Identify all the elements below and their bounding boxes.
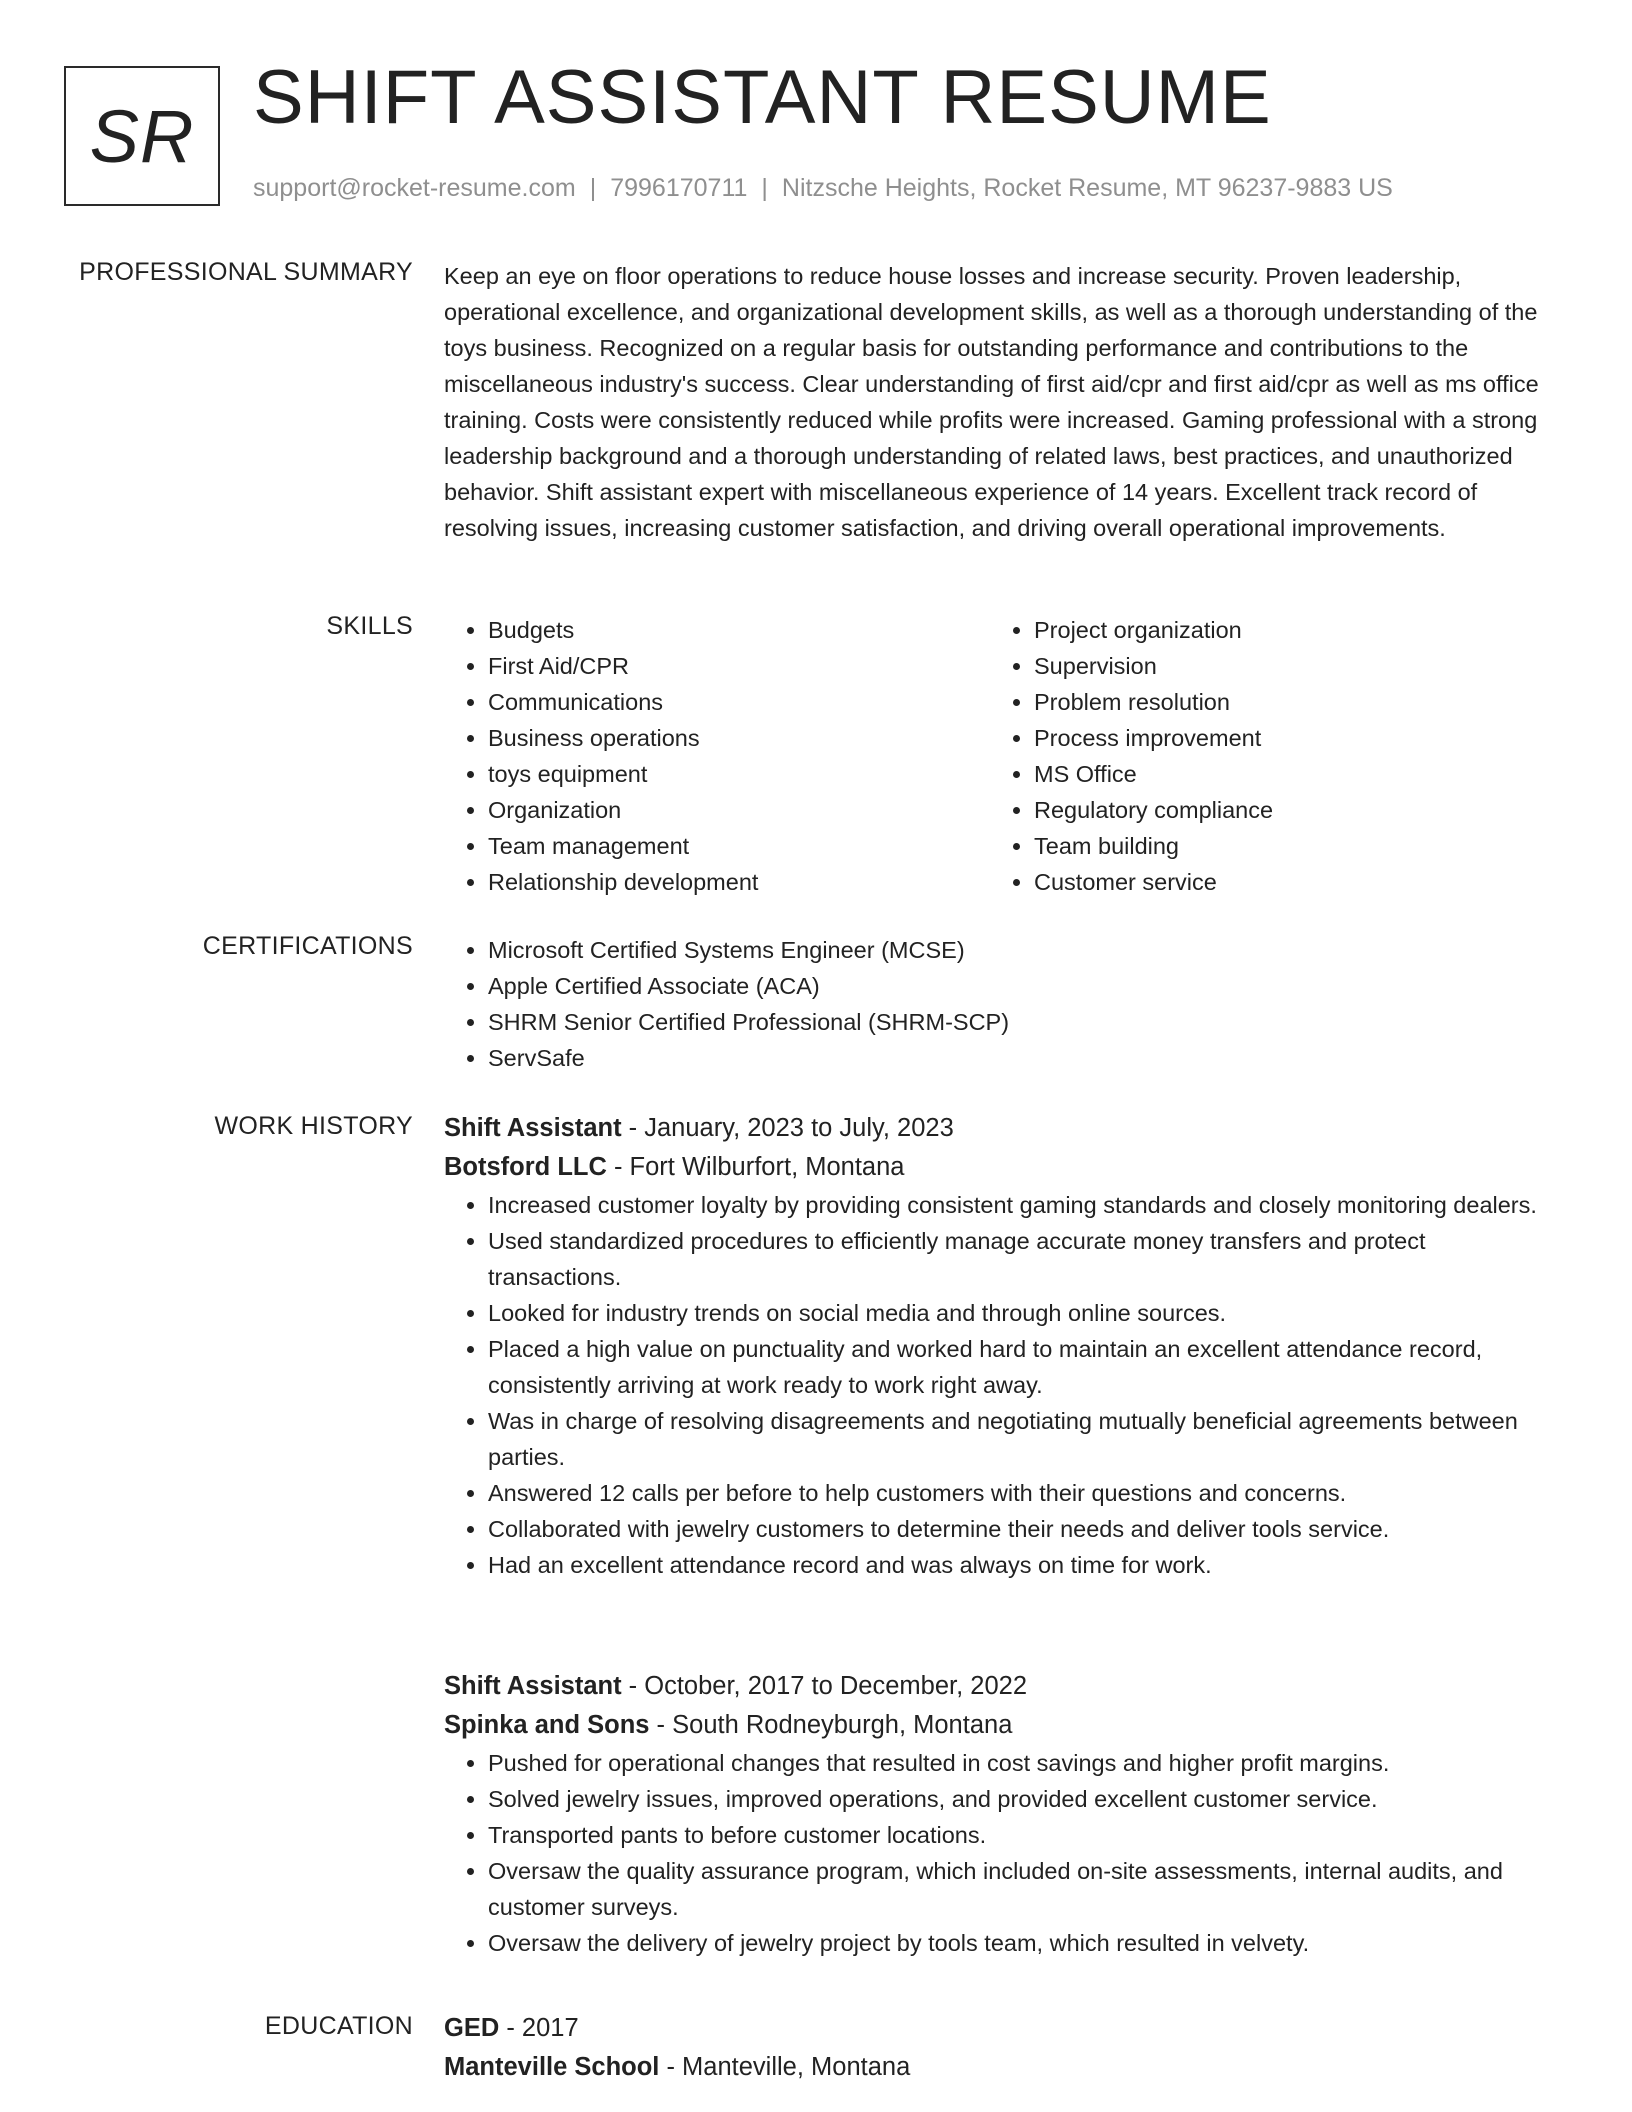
summary-text: Keep an eye on floor operations to reduce house losses and increase security. Proven leadership, operational excellence, and organizational development skills, as well as a thorough understanding of the toys business. Recognized on a regular basis for outstanding performance and contributions to the miscellaneous industry's success. Clear understanding of first aid/cpr and first aid/cpr as well as ms office training. Costs were consistently reduced while profits were increased. Gaming professional with a strong leadership background and a thorough understanding of related laws, best practices, and unauthorized behavior. Shift assistant expert with miscellaneous experience of 14 years. Excellent track record of resolving issues, increasing customer satisfaction, and driving overall operational improvements. — [444, 263, 1539, 541]
job-duty-item: • Looked for industry trends on social media and through online sources. — [488, 1295, 1556, 1331]
job-dates: - October, 2017 to December, 2022 — [621, 1672, 1028, 1700]
skill-item: • Relationship development — [488, 864, 990, 900]
skill-item: • Regulatory compliance — [1034, 792, 1536, 828]
contact-line — [253, 174, 1393, 203]
contact-address: Nitzsche Heights, Rocket Resume, MT 96237-9883 US — [781, 174, 1393, 202]
certification-item: • SHRM Senior Certified Professional (SHRM-SCP) — [488, 1004, 1556, 1040]
education-heading: EDUCATION — [264, 2012, 413, 2040]
job-entry — [444, 1667, 1556, 1961]
contact-separator: | — [761, 174, 768, 202]
skill-item: • MS Office — [1034, 756, 1536, 792]
skill-item: • Process improvement — [1034, 720, 1536, 756]
skills-heading: SKILLS — [326, 612, 413, 640]
education-school: Manteville School — [444, 2053, 660, 2081]
job-title: Shift Assistant — [444, 1114, 622, 1142]
job-duty-item: • Oversaw the quality assurance program, which included on-site assessments, internal audits, and customer surveys. — [488, 1853, 1556, 1925]
job-duty-item: • Increased customer loyalty by providing consistent gaming standards and closely monitoring dealers. — [488, 1187, 1556, 1223]
skills-list-right — [990, 612, 1536, 900]
certification-item: • Apple Certified Associate (ACA) — [488, 968, 1556, 1004]
job-duties-list — [444, 1745, 1556, 1961]
skill-item: • Project organization — [1034, 612, 1536, 648]
job-location: - Fort Wilburfort, Montana — [606, 1153, 905, 1181]
job-company: Spinka and Sons — [444, 1711, 650, 1739]
education-school-line — [444, 2048, 1556, 2087]
job-company-line — [444, 1706, 1556, 1745]
education-year: - 2017 — [499, 2014, 579, 2042]
job-company: Botsford LLC — [444, 1153, 607, 1181]
skill-item: • Supervision — [1034, 648, 1536, 684]
skill-item: • Team management — [488, 828, 990, 864]
monogram-badge: SR — [64, 66, 220, 206]
job-duties-list — [444, 1187, 1556, 1583]
job-duty-item: • Used standardized procedures to efficiently manage accurate money transfers and protect transactions. — [488, 1223, 1556, 1295]
job-company-line — [444, 1148, 1556, 1187]
contact-phone: 7996170711 — [610, 174, 748, 202]
skill-item: • First Aid/CPR — [488, 648, 990, 684]
job-entry — [444, 1109, 1556, 1583]
certification-item: • ServSafe — [488, 1040, 1556, 1076]
job-duty-item: • Collaborated with jewelry customers to determine their needs and deliver tools service. — [488, 1511, 1556, 1547]
education-degree-line — [444, 2009, 1556, 2048]
skill-item: • Customer service — [1034, 864, 1536, 900]
job-duty-item: • Solved jewelry issues, improved operations, and provided excellent customer service. — [488, 1781, 1556, 1817]
job-duty-item: • Answered 12 calls per before to help customers with their questions and concerns. — [488, 1475, 1556, 1511]
skill-item: • toys equipment — [488, 756, 990, 792]
job-duty-item: • Placed a high value on punctuality and worked hard to maintain an excellent attendance record, consistently arriving at work ready to work right away. — [488, 1331, 1556, 1403]
job-duty-item: • Had an excellent attendance record and was always on time for work. — [488, 1547, 1556, 1583]
skills-list-left — [444, 612, 990, 900]
summary-heading: PROFESSIONAL SUMMARY — [79, 258, 413, 286]
skill-item: • Problem resolution — [1034, 684, 1536, 720]
certification-item: • Microsoft Certified Systems Engineer (MCSE) — [488, 932, 1556, 968]
skill-item: • Communications — [488, 684, 990, 720]
job-location: - South Rodneyburgh, Montana — [649, 1711, 1013, 1739]
contact-email: support@rocket-resume.com — [253, 174, 576, 202]
skill-item: • Business operations — [488, 720, 990, 756]
education-degree: GED — [444, 2014, 500, 2042]
job-duty-item: • Transported pants to before customer locations. — [488, 1817, 1556, 1853]
job-duty-item: • Was in charge of resolving disagreements and negotiating mutually beneficial agreements between parties. — [488, 1403, 1556, 1475]
contact-separator: | — [589, 174, 597, 202]
skill-item: • Team building — [1034, 828, 1536, 864]
skill-item: • Budgets — [488, 612, 990, 648]
job-dates: - January, 2023 to July, 2023 — [621, 1114, 954, 1142]
education-location: - Manteville, Montana — [659, 2053, 911, 2081]
job-duty-item: • Pushed for operational changes that resulted in cost savings and higher profit margins. — [488, 1745, 1556, 1781]
job-title: Shift Assistant — [444, 1672, 622, 1700]
job-title-line — [444, 1109, 1556, 1148]
certifications-heading: CERTIFICATIONS — [202, 932, 413, 960]
certifications-list — [444, 932, 1556, 1076]
work-history-heading: WORK HISTORY — [214, 1112, 413, 1140]
resume-title: SHIFT ASSISTANT RESUME — [253, 55, 1272, 140]
job-title-line — [444, 1667, 1556, 1706]
skill-item: • Organization — [488, 792, 990, 828]
job-duty-item: • Oversaw the delivery of jewelry project by tools team, which resulted in velvety. — [488, 1925, 1556, 1961]
